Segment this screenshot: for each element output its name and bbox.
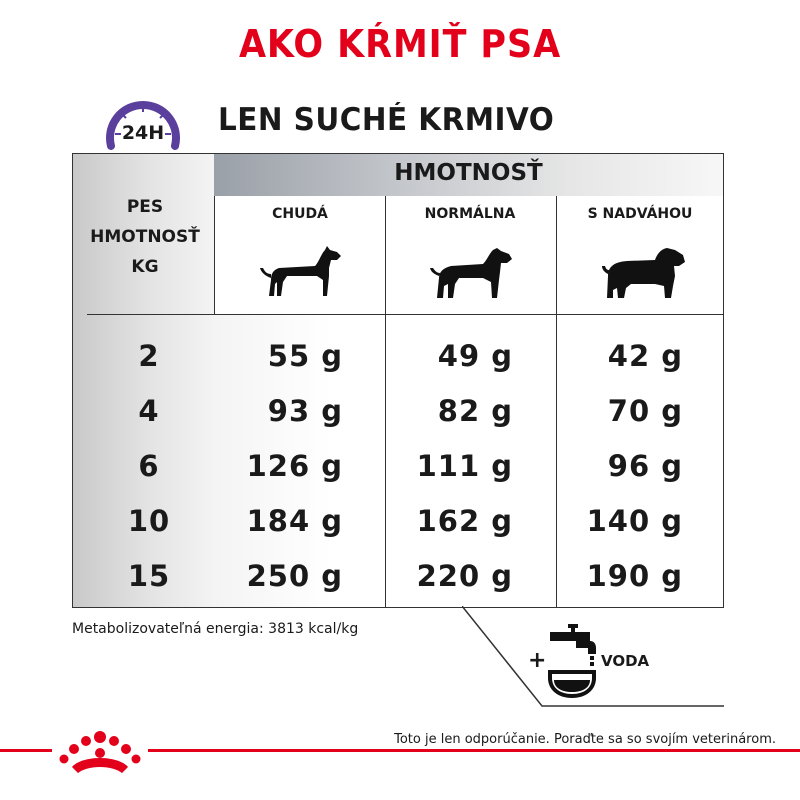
thin-dog-icon <box>257 242 347 304</box>
amount-overweight: 96 g <box>607 449 683 483</box>
table-row <box>73 339 723 389</box>
table-row <box>73 394 723 444</box>
water-tap-bowl-icon <box>546 622 598 700</box>
row-header-line: HMOTNOSŤ <box>90 227 200 247</box>
amount-overweight: 140 g <box>586 504 683 538</box>
water-label: VODA <box>601 652 650 670</box>
disclaimer-note: Toto je len odporúčanie. Poraďte sa so svojím veterinárom. <box>388 732 776 747</box>
table-row <box>73 449 723 499</box>
amount-normal: 220 g <box>416 559 513 593</box>
table-row <box>73 504 723 554</box>
amount-thin: 126 g <box>246 449 343 483</box>
amount-normal: 49 g <box>437 339 513 373</box>
column-overweight-label: S NADVÁHOU <box>587 206 693 222</box>
table-row <box>73 559 723 609</box>
row-header-line: PES <box>126 197 164 217</box>
amount-thin: 184 g <box>246 504 343 538</box>
clock-label: 24H <box>121 122 165 144</box>
royal-canin-crown-logo <box>52 725 148 787</box>
clock-24h-icon <box>97 96 189 158</box>
amount-normal: 162 g <box>416 504 513 538</box>
column-normal-label: NORMÁLNA <box>424 206 516 222</box>
row-header-line: KG <box>131 257 159 277</box>
weight-kg: 15 <box>127 559 171 593</box>
overweight-dog-icon <box>599 242 689 304</box>
plus-sign: + <box>528 648 547 673</box>
header-divider <box>87 314 723 315</box>
column-divider <box>214 196 215 314</box>
weight-kg: 4 <box>138 394 160 428</box>
weight-kg: 2 <box>138 339 160 373</box>
amount-thin: 93 g <box>267 394 343 428</box>
amount-overweight: 190 g <box>586 559 683 593</box>
normal-dog-icon <box>427 242 517 304</box>
energy-note: Metabolizovateľná energia: 3813 kcal/kg <box>72 621 359 637</box>
amount-normal: 111 g <box>416 449 513 483</box>
amount-overweight: 70 g <box>607 394 683 428</box>
amount-thin: 250 g <box>246 559 343 593</box>
page-title: AKO KŔMIŤ PSA <box>238 22 562 66</box>
amount-normal: 82 g <box>437 394 513 428</box>
weight-kg: 10 <box>127 504 171 538</box>
feeding-table <box>72 153 724 608</box>
weight-group-label: HMOTNOSŤ <box>394 160 543 186</box>
row-header-label <box>75 192 215 282</box>
amount-thin: 55 g <box>267 339 343 373</box>
column-thin-label: CHUDÁ <box>272 206 328 222</box>
weight-group-header <box>214 154 723 196</box>
amount-overweight: 42 g <box>607 339 683 373</box>
weight-kg: 6 <box>138 449 160 483</box>
section-subtitle: LEN SUCHÉ KRMIVO <box>218 102 555 138</box>
